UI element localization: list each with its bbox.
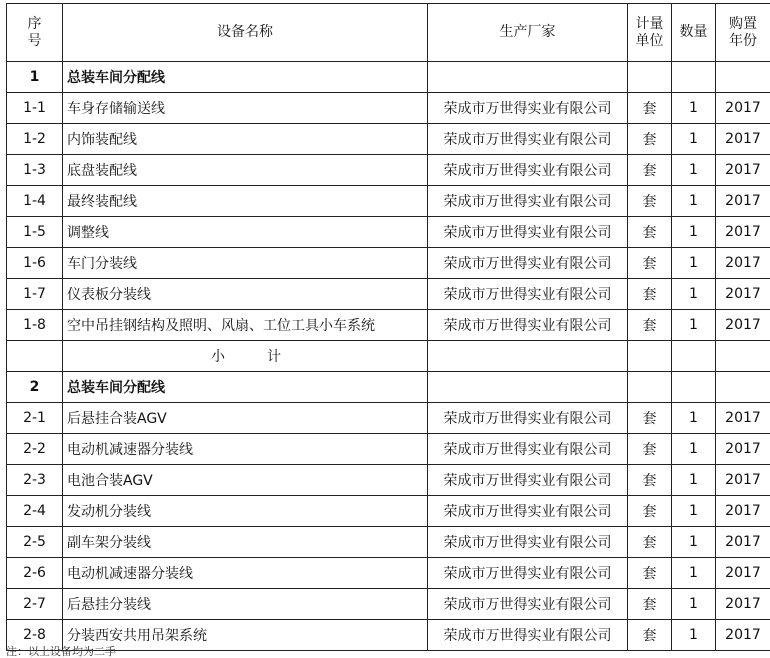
cell-qty: 1 xyxy=(672,155,716,186)
cell-year: 2017 xyxy=(716,155,770,186)
equipment-table xyxy=(6,3,770,651)
cell-qty: 1 xyxy=(672,465,716,496)
equipment-table-sheet xyxy=(6,3,770,651)
cell-manufacturer: 荣成市万世得实业有限公司 xyxy=(428,620,628,651)
table-row xyxy=(7,527,770,558)
cell-year: 2017 xyxy=(716,248,770,279)
table-row xyxy=(7,155,770,186)
group-row xyxy=(7,372,770,403)
table-row xyxy=(7,217,770,248)
cell-manufacturer: 荣成市万世得实业有限公司 xyxy=(428,93,628,124)
table-row xyxy=(7,186,770,217)
cell-no: 1-8 xyxy=(7,310,63,341)
cell-manufacturer: 荣成市万世得实业有限公司 xyxy=(428,558,628,589)
cell-name: 电动机减速器分装线 xyxy=(63,558,428,589)
cell-unit: 套 xyxy=(628,124,672,155)
cell-no: 1-5 xyxy=(7,217,63,248)
header-unit: 计量 单位 xyxy=(628,4,672,62)
cell-qty: 1 xyxy=(672,620,716,651)
cell-year: 2017 xyxy=(716,279,770,310)
cell-year: 2017 xyxy=(716,93,770,124)
cell-unit: 套 xyxy=(628,589,672,620)
cell-qty: 1 xyxy=(672,217,716,248)
cell-qty: 1 xyxy=(672,310,716,341)
header-qty: 数量 xyxy=(672,4,716,62)
cell-qty: 1 xyxy=(672,496,716,527)
cell-no: 2-5 xyxy=(7,527,63,558)
cell-manufacturer: 荣成市万世得实业有限公司 xyxy=(428,248,628,279)
cell-no: 1-4 xyxy=(7,186,63,217)
cell-qty xyxy=(672,372,716,403)
cell-unit: 套 xyxy=(628,558,672,589)
cell-name: 空中吊挂钢结构及照明、风扇、工位工具小车系统 xyxy=(63,310,428,341)
cell-qty: 1 xyxy=(672,248,716,279)
cell-no: 2-8 xyxy=(7,620,63,651)
table-row xyxy=(7,589,770,620)
cell-name: 底盘装配线 xyxy=(63,155,428,186)
table-row xyxy=(7,248,770,279)
cell-no xyxy=(7,341,63,372)
table-row xyxy=(7,558,770,589)
table-header-row xyxy=(7,4,770,62)
cell-unit: 套 xyxy=(628,527,672,558)
cell-name: 后悬挂分装线 xyxy=(63,589,428,620)
cell-no: 1-3 xyxy=(7,155,63,186)
cell-qty: 1 xyxy=(672,279,716,310)
cell-year: 2017 xyxy=(716,620,770,651)
cell-qty: 1 xyxy=(672,403,716,434)
table-row xyxy=(7,496,770,527)
cell-name: 电池合装AGV xyxy=(63,465,428,496)
cell-year xyxy=(716,372,770,403)
cell-year: 2017 xyxy=(716,186,770,217)
cell-year: 2017 xyxy=(716,310,770,341)
cell-year: 2017 xyxy=(716,589,770,620)
cell-manufacturer xyxy=(428,341,628,372)
header-year: 购置 年份 xyxy=(716,4,770,62)
cell-manufacturer: 荣成市万世得实业有限公司 xyxy=(428,124,628,155)
cell-no: 2 xyxy=(7,372,63,403)
table-row xyxy=(7,279,770,310)
cell-no: 1-2 xyxy=(7,124,63,155)
cell-manufacturer xyxy=(428,372,628,403)
cell-name: 总装车间分配线 xyxy=(63,372,428,403)
table-row xyxy=(7,310,770,341)
cell-name: 电动机减速器分装线 xyxy=(63,434,428,465)
cell-year: 2017 xyxy=(716,124,770,155)
cell-no: 2-6 xyxy=(7,558,63,589)
cell-no: 2-3 xyxy=(7,465,63,496)
cell-no: 2-1 xyxy=(7,403,63,434)
cell-no: 1-7 xyxy=(7,279,63,310)
table-row xyxy=(7,434,770,465)
cell-qty: 1 xyxy=(672,589,716,620)
cell-name xyxy=(63,341,428,372)
cell-no: 2-4 xyxy=(7,496,63,527)
table-row xyxy=(7,465,770,496)
cell-qty: 1 xyxy=(672,434,716,465)
cell-name: 内饰装配线 xyxy=(63,124,428,155)
cell-unit: 套 xyxy=(628,310,672,341)
cell-manufacturer: 荣成市万世得实业有限公司 xyxy=(428,310,628,341)
cell-year xyxy=(716,62,770,93)
cell-unit: 套 xyxy=(628,403,672,434)
cell-unit: 套 xyxy=(628,217,672,248)
cell-qty: 1 xyxy=(672,93,716,124)
cell-no: 1-6 xyxy=(7,248,63,279)
cell-name: 仪表板分装线 xyxy=(63,279,428,310)
subtotal-row xyxy=(7,341,770,372)
table-row xyxy=(7,403,770,434)
cell-year: 2017 xyxy=(716,434,770,465)
cell-manufacturer: 荣成市万世得实业有限公司 xyxy=(428,434,628,465)
cell-unit: 套 xyxy=(628,465,672,496)
table-row xyxy=(7,620,770,651)
cell-manufacturer: 荣成市万世得实业有限公司 xyxy=(428,496,628,527)
cell-name: 车门分装线 xyxy=(63,248,428,279)
cell-year: 2017 xyxy=(716,558,770,589)
cell-manufacturer: 荣成市万世得实业有限公司 xyxy=(428,527,628,558)
cell-name: 发动机分装线 xyxy=(63,496,428,527)
cell-name: 后悬挂合装AGV xyxy=(63,403,428,434)
cell-qty: 1 xyxy=(672,186,716,217)
cell-unit: 套 xyxy=(628,279,672,310)
cell-name: 副车架分装线 xyxy=(63,527,428,558)
cell-manufacturer xyxy=(428,62,628,93)
cell-manufacturer: 荣成市万世得实业有限公司 xyxy=(428,589,628,620)
header-name: 设备名称 xyxy=(63,4,428,62)
cell-manufacturer: 荣成市万世得实业有限公司 xyxy=(428,186,628,217)
cell-name: 调整线 xyxy=(63,217,428,248)
header-no: 序 号 xyxy=(7,4,63,62)
cell-no: 1 xyxy=(7,62,63,93)
cell-name: 最终装配线 xyxy=(63,186,428,217)
cell-qty: 1 xyxy=(672,558,716,589)
cell-name: 车身存储输送线 xyxy=(63,93,428,124)
table-row xyxy=(7,93,770,124)
cell-no: 2-7 xyxy=(7,589,63,620)
cell-year: 2017 xyxy=(716,527,770,558)
cell-unit: 套 xyxy=(628,155,672,186)
cell-manufacturer: 荣成市万世得实业有限公司 xyxy=(428,465,628,496)
cell-unit xyxy=(628,62,672,93)
cell-unit: 套 xyxy=(628,186,672,217)
cell-year: 2017 xyxy=(716,465,770,496)
cell-unit xyxy=(628,372,672,403)
table-row xyxy=(7,124,770,155)
cell-manufacturer: 荣成市万世得实业有限公司 xyxy=(428,279,628,310)
cell-name: 分装西安共用吊架系统 xyxy=(63,620,428,651)
cell-year: 2017 xyxy=(716,496,770,527)
cell-unit: 套 xyxy=(628,434,672,465)
cell-unit: 套 xyxy=(628,248,672,279)
subtotal-label-part1: 小 xyxy=(211,349,227,365)
subtotal-label-part2: 计 xyxy=(267,349,283,365)
cell-manufacturer: 荣成市万世得实业有限公司 xyxy=(428,217,628,248)
header-manufacturer: 生产厂家 xyxy=(428,4,628,62)
cell-no: 1-1 xyxy=(7,93,63,124)
cell-manufacturer: 荣成市万世得实业有限公司 xyxy=(428,403,628,434)
cell-year: 2017 xyxy=(716,217,770,248)
table-body xyxy=(7,62,770,651)
cell-unit: 套 xyxy=(628,620,672,651)
cell-qty: 1 xyxy=(672,124,716,155)
cell-manufacturer: 荣成市万世得实业有限公司 xyxy=(428,155,628,186)
cell-qty: 1 xyxy=(672,527,716,558)
cell-no: 2-2 xyxy=(7,434,63,465)
cell-qty xyxy=(672,62,716,93)
cell-unit xyxy=(628,341,672,372)
footnote: 注：以上设备均为二手 xyxy=(6,646,116,658)
cell-qty xyxy=(672,341,716,372)
group-row xyxy=(7,62,770,93)
cell-unit: 套 xyxy=(628,496,672,527)
cell-unit: 套 xyxy=(628,93,672,124)
cell-name: 总装车间分配线 xyxy=(63,62,428,93)
cell-year xyxy=(716,341,770,372)
cell-year: 2017 xyxy=(716,403,770,434)
